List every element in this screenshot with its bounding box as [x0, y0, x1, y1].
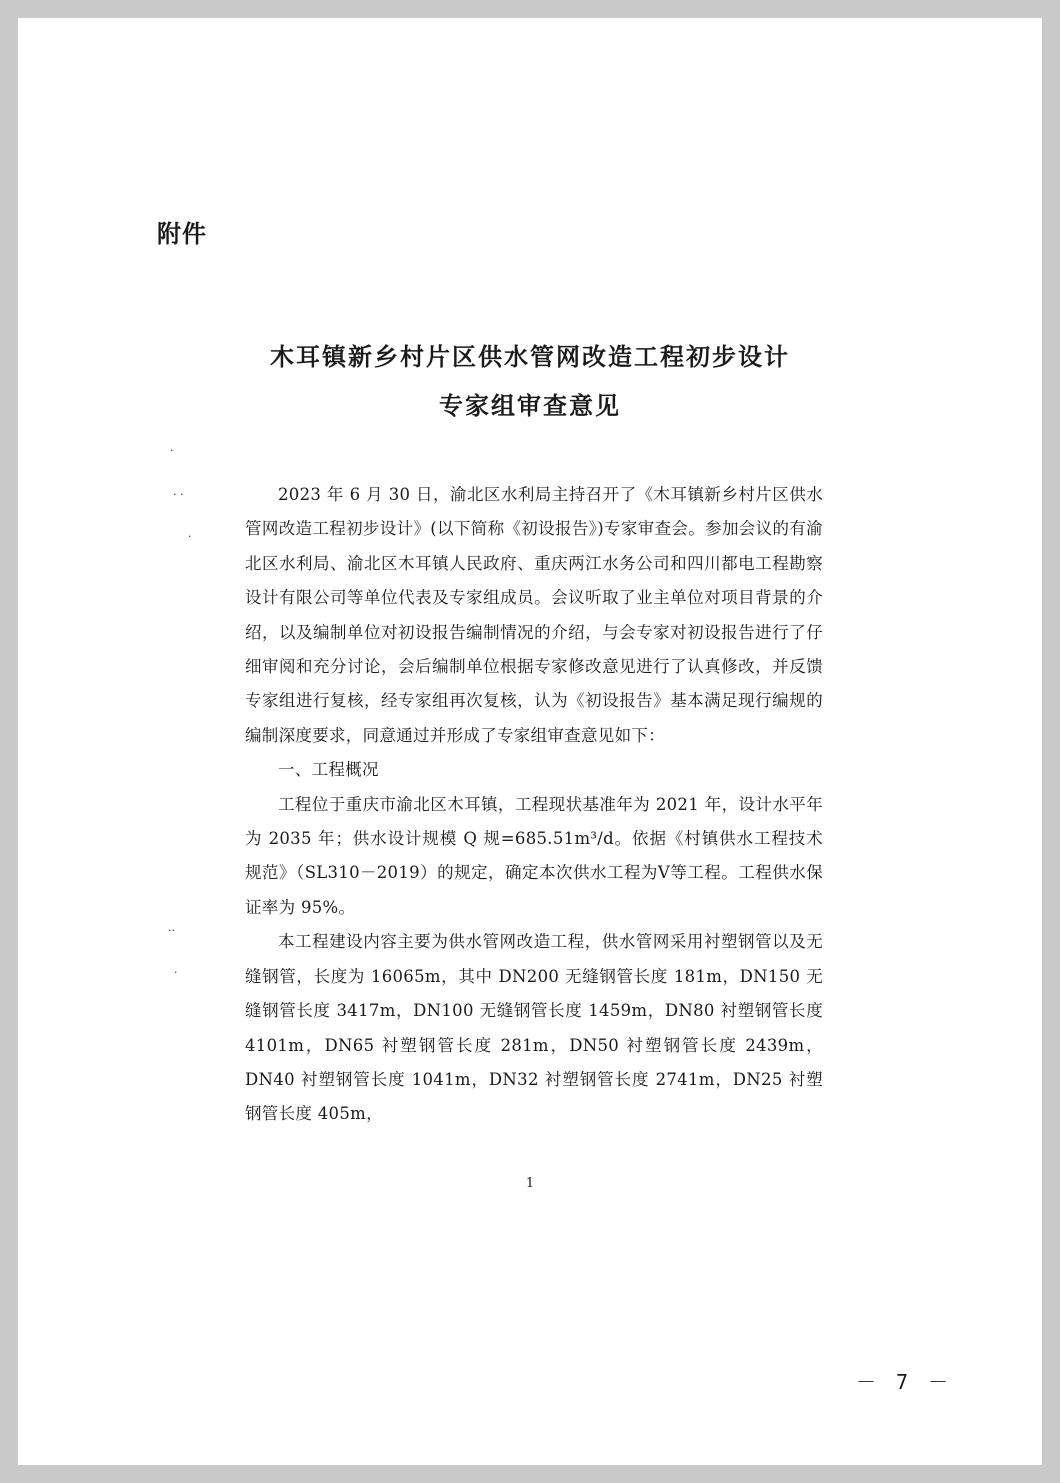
scan-speck: ·: [170, 444, 174, 457]
scan-speck: ··: [168, 924, 175, 937]
document-title-line2: 专家组审查意见: [439, 391, 621, 420]
overview-paragraph: 工程位于重庆市渝北区木耳镇，工程现状基准年为 2021 年，设计水平年为 2035 年；供水设计规模 Q 规=685.51m³/d。依据《村镇供水工程技术规范》（SL310－2019）的规定，确定本次供水工程为Ⅴ等工程。工程供水保证率为 95%。: [245, 794, 823, 917]
scan-speck: ·: [174, 966, 178, 979]
inner-page-number: 1: [525, 1176, 535, 1191]
document-page: [18, 18, 1042, 1465]
document-title-line1: 木耳镇新乡村片区供水管网改造工程初步设计: [270, 342, 790, 371]
scan-speck: ·: [188, 530, 192, 543]
scan-speck: · ·: [173, 488, 184, 501]
attachment-label: 附件: [157, 220, 207, 248]
section-heading: 一、工程概况: [278, 760, 379, 780]
intro-paragraph: 2023 年 6 月 30 日，渝北区水利局主持召开了《木耳镇新乡村片区供水管网改造工程初步设计》(以下简称《初设报告》)专家审查会。参加会议的有渝北区水利局、渝北区木耳镇人民政府、重庆两江水务公司和四川都电工程勘察设计有限公司等单位代表及专家组成员。会议听取了业主单位对项目背景的介绍，以及编制单位对初设报告编制情况的介绍，与会专家对初设报告进行了仔细审阅和充分讨论，会后编制单位根据专家修改意见进行了认真修改，并反馈专家组进行复核，经专家组再次复核，认为《初设报告》基本满足现行编规的编制深度要求，同意通过并形成了专家组审查意见如下：: [245, 485, 823, 745]
scope-paragraph: 本工程建设内容主要为供水管网改造工程，供水管网采用衬塑钢管以及无缝钢管，长度为 16065m，其中 DN200 无缝钢管长度 181m，DN150 无缝钢管长度 3417m，DN100 无缝钢管长度 1459m，DN80 衬塑钢管长度 4101m，DN65 衬塑钢管长度 281m，DN50 衬塑钢管长度 2439m，DN40 衬塑钢管长度 1041m，DN32 衬塑钢管长度 2741m，DN25 衬塑钢管长度 405m，: [245, 932, 823, 1124]
outer-page-number: － 7 －: [856, 1370, 953, 1394]
document-body: [245, 478, 823, 1132]
